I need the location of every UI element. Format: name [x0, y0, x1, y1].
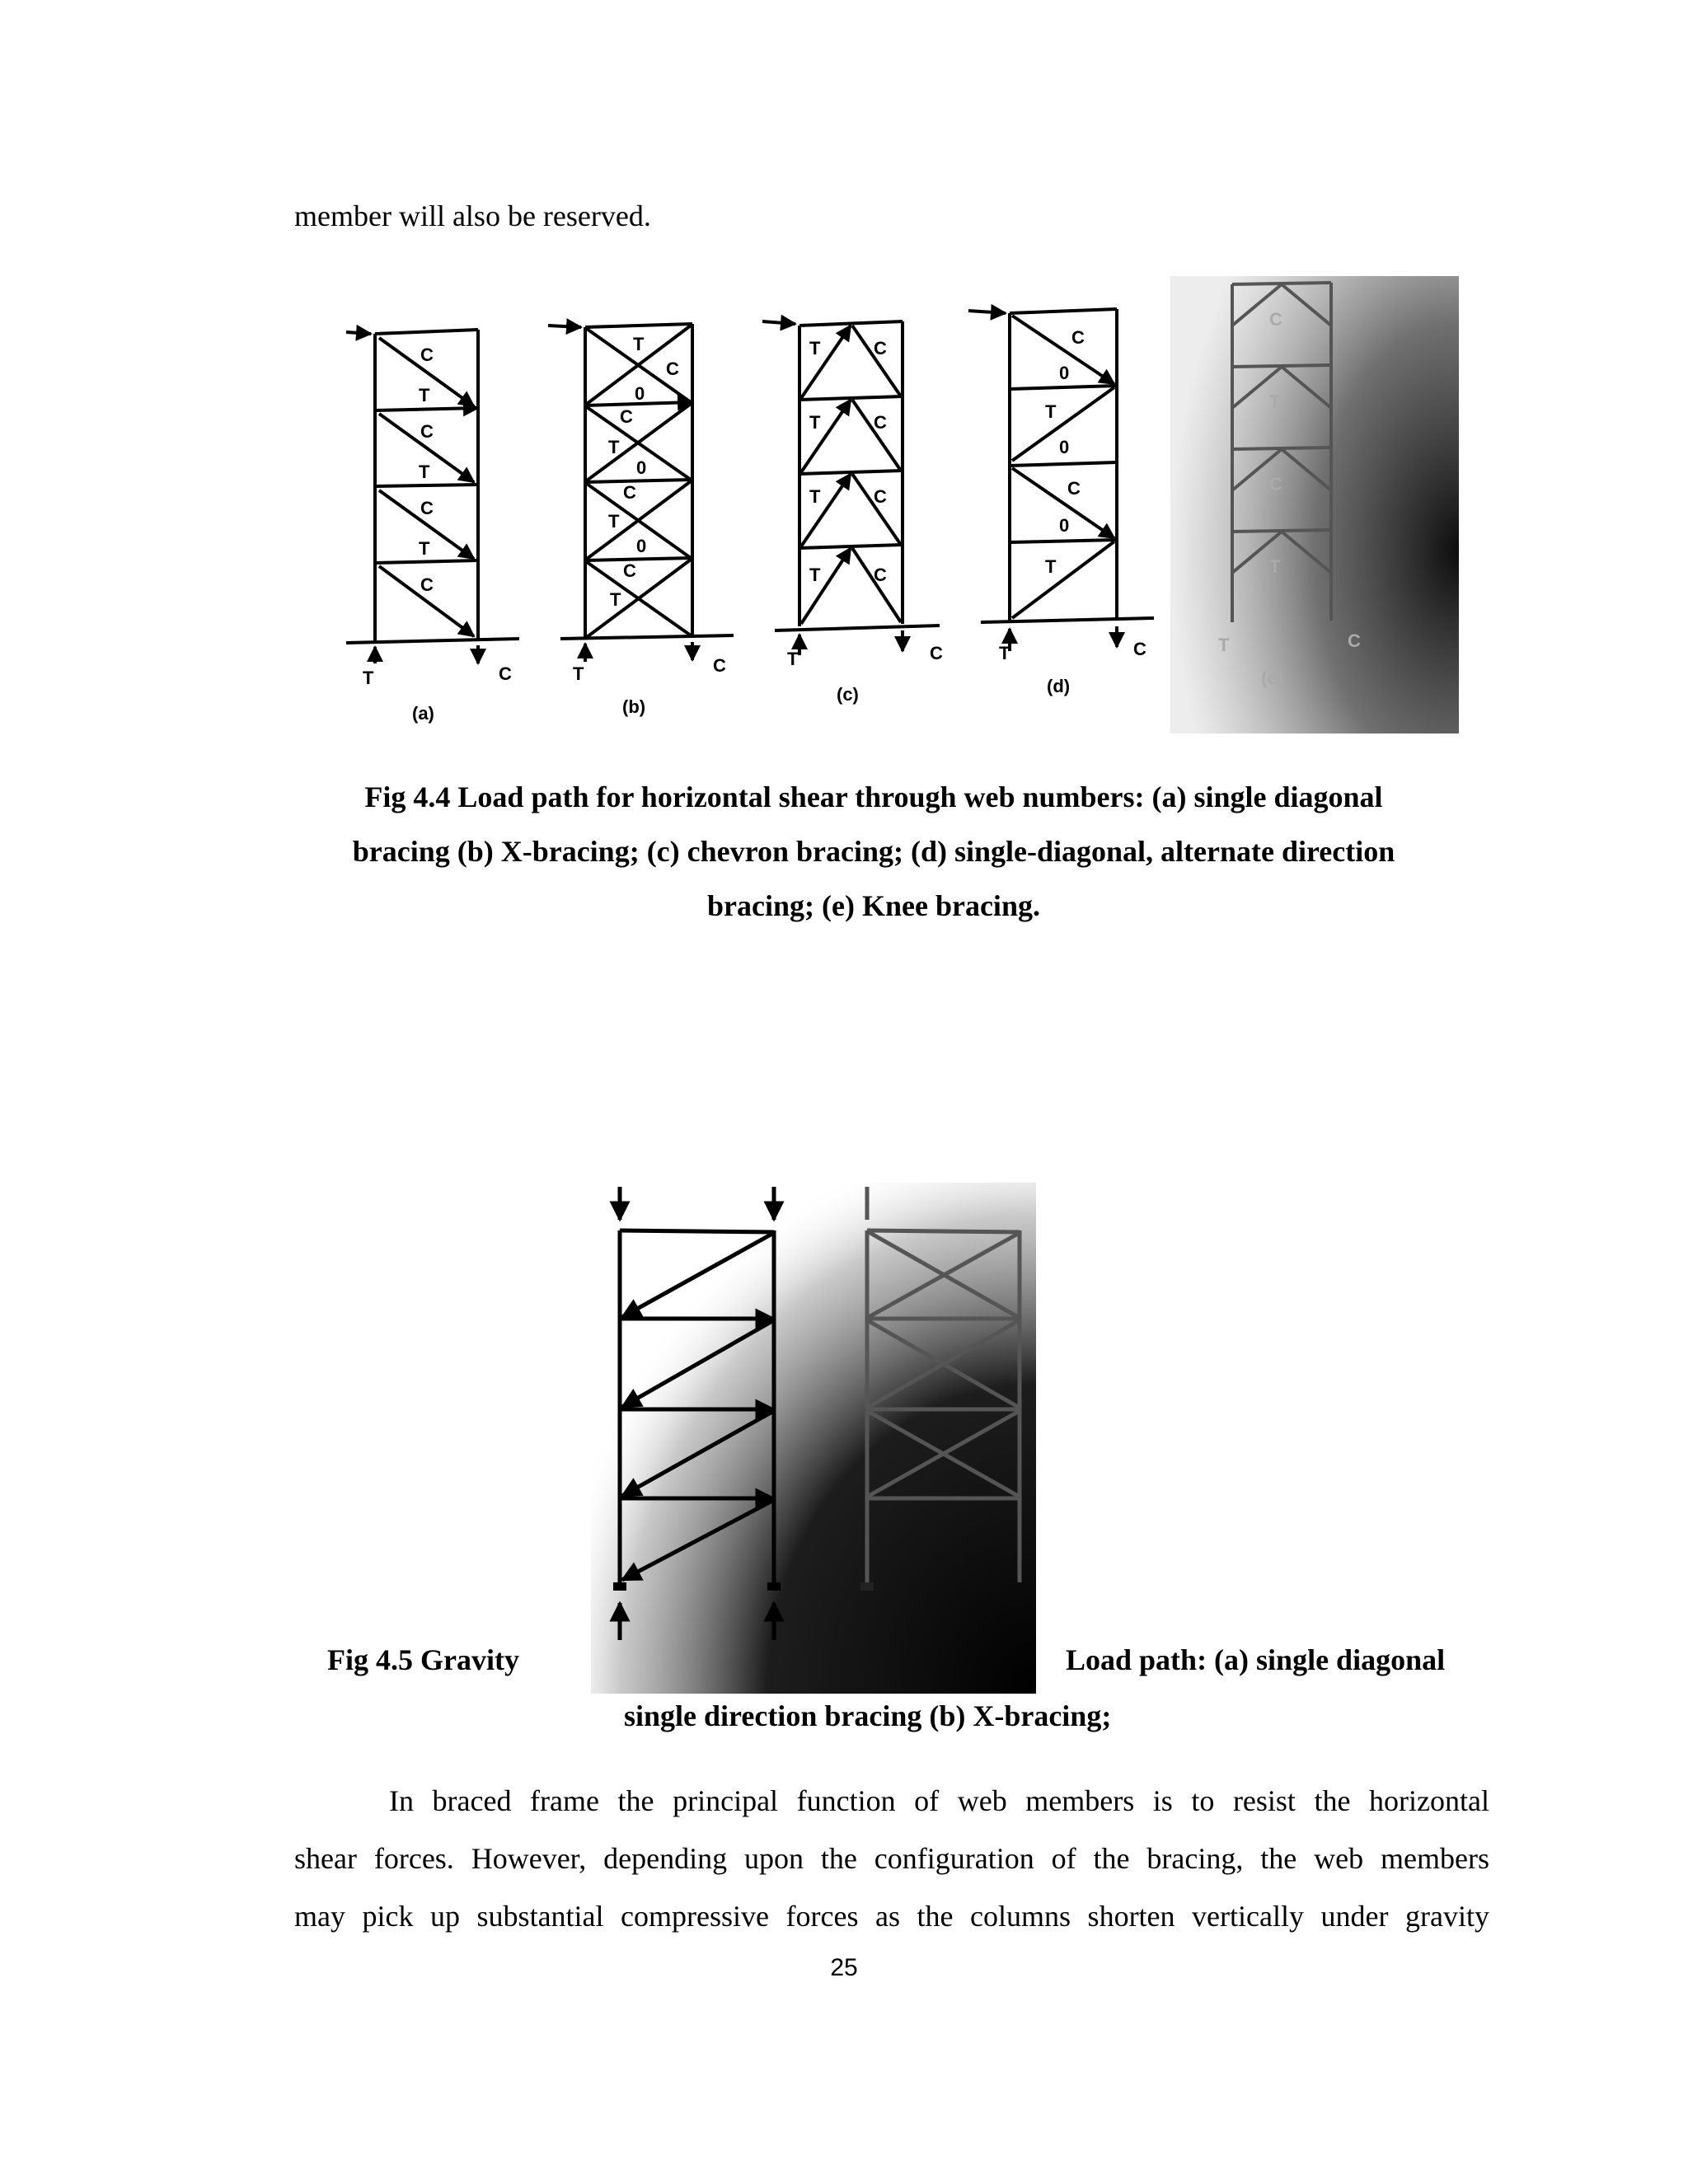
member-force-label: T: [1045, 556, 1057, 577]
member-force-label: C: [874, 338, 887, 359]
member-force-label: 0: [1059, 363, 1070, 383]
panel-c-chevron-bracing: [762, 321, 940, 655]
member-force-label: T: [809, 565, 821, 585]
member-force-label: T: [809, 338, 821, 359]
page-number: 25: [830, 1954, 858, 1981]
member-force-label: C: [666, 359, 679, 379]
support-label: C: [930, 643, 943, 663]
support-label: C: [499, 663, 512, 684]
member-force-label: T: [1269, 391, 1281, 412]
support-label: T: [573, 663, 584, 684]
member-force-label: T: [419, 385, 430, 405]
figure-4-5-caption-right: Load path: (a) single diagonal: [1066, 1643, 1446, 1676]
panel-d-alternate-diagonal: [968, 309, 1154, 651]
panel-a-single-diagonal: [346, 330, 519, 663]
support-label: T: [1218, 635, 1230, 655]
member-force-label: C: [874, 486, 887, 507]
panel-label: (e): [1261, 668, 1283, 688]
figure-4-5-caption-left: Fig 4.5 Gravity: [327, 1643, 519, 1676]
member-force-label: 0: [636, 536, 647, 556]
panel-label: (a): [412, 703, 434, 724]
panel-label: (d): [1047, 676, 1071, 696]
member-force-label: T: [608, 511, 620, 532]
member-force-label: C: [1067, 478, 1081, 499]
member-force-label: T: [809, 412, 821, 433]
member-force-label: T: [608, 437, 620, 457]
support-label: C: [713, 655, 726, 676]
member-force-label: T: [610, 589, 621, 610]
member-force-label: 0: [635, 383, 645, 404]
body-text-line: member will also be reserved.: [294, 199, 651, 232]
member-force-label: C: [623, 482, 636, 503]
member-force-label: C: [874, 565, 887, 585]
panel-label: (c): [837, 684, 859, 705]
member-force-label: T: [1045, 401, 1057, 422]
member-force-label: C: [420, 344, 434, 365]
member-force-label: C: [420, 574, 434, 595]
member-force-label: 0: [1059, 515, 1070, 536]
support-label: C: [1348, 630, 1361, 651]
caption-line: bracing (b) X-bracing; (c) chevron bracing; (d) single-diagonal, alternate direction: [352, 835, 1395, 868]
member-force-label: C: [420, 421, 434, 442]
member-force-label: C: [874, 412, 887, 433]
support-label: C: [1133, 639, 1146, 659]
caption-line: bracing; (e) Knee bracing.: [707, 889, 1040, 922]
member-force-label: T: [809, 486, 821, 507]
member-force-label: 0: [1059, 437, 1070, 457]
caption-line: Fig 4.4 Load path for horizontal shear through web numbers: (a) single diagonal: [364, 780, 1383, 813]
member-force-label: 0: [636, 457, 647, 478]
member-force-label: T: [633, 334, 645, 354]
figure-4-4-caption: [247, 779, 1500, 942]
member-force-label: C: [620, 406, 633, 427]
member-force-label: C: [1269, 309, 1282, 330]
body-paragraph-line: shear forces. However, depending upon the configuration of the bracing, the web members: [294, 1842, 1489, 1875]
panel-label: (b): [622, 696, 646, 717]
member-force-label: C: [1071, 327, 1085, 348]
panel-b-x-bracing: [548, 324, 734, 662]
support-label: T: [999, 643, 1010, 663]
member-force-label: C: [1269, 474, 1282, 494]
figure-4-5-gravity-load-path: [591, 1183, 1036, 1694]
scan-shadow: [1170, 276, 1459, 733]
figure-4-5-caption-line2: single direction bracing (b) X-bracing;: [624, 1699, 1112, 1732]
member-force-label: T: [1269, 556, 1281, 577]
body-paragraph-line: In braced frame the principal function of web members is to resist the horizontal: [389, 1784, 1489, 1817]
support-label: T: [363, 668, 374, 688]
support-label: T: [787, 649, 799, 669]
figure-4-4-bracing-load-path: [330, 276, 1459, 733]
member-force-label: T: [419, 462, 430, 482]
body-paragraph-line: may pick up substantial compressive forces as the columns shorten vertically under gravity: [294, 1900, 1489, 1933]
member-force-label: C: [420, 498, 434, 518]
member-force-label: T: [419, 538, 430, 559]
member-force-label: C: [623, 560, 636, 581]
